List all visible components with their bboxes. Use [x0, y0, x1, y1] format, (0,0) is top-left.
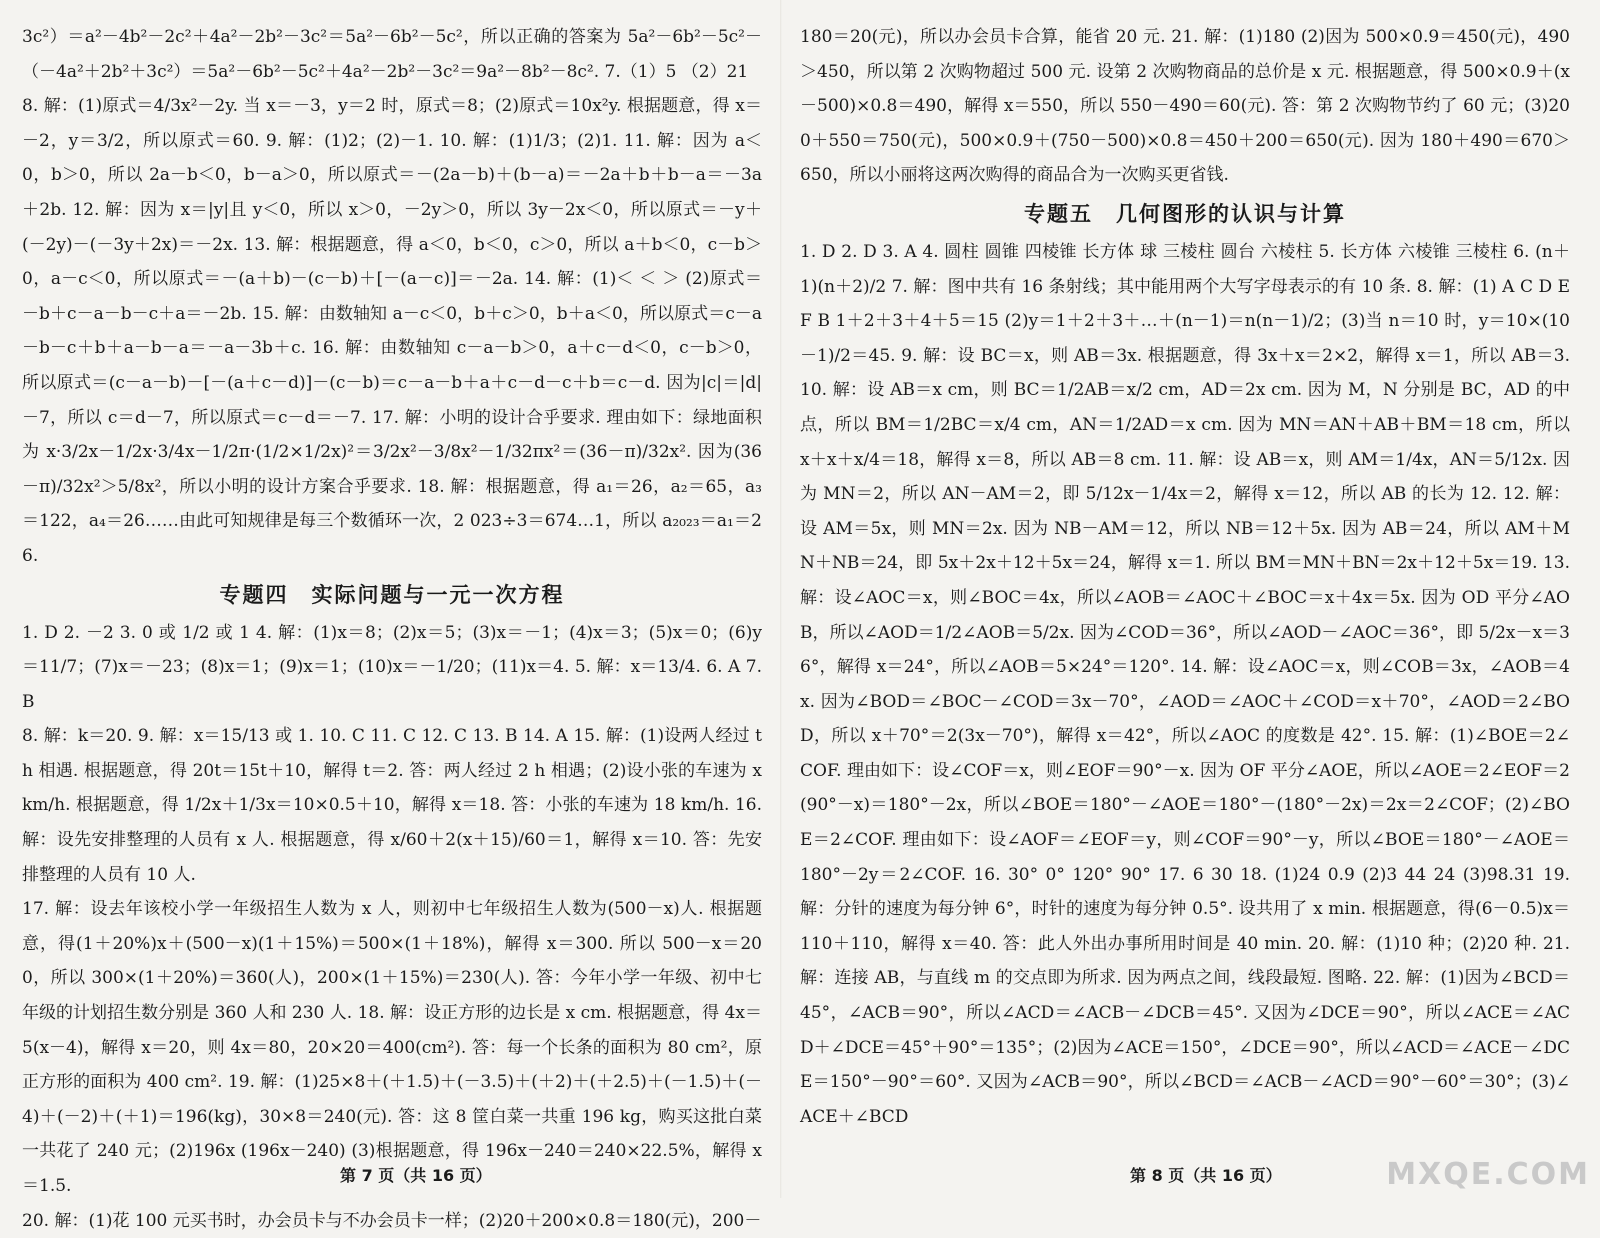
site-watermark: MXQE.COM — [1386, 1157, 1590, 1192]
paragraph: 180＝20(元)，所以办会员卡合算，能省 20 元. 21. 解：(1)180 (2)因为 500×0.9＝450(元)，490＞450，所以第 2 次购物超过 500 元. 设第 2 次购物商品的总价是 x 元. 根据题意，得 500×0.9＋(x－500)×0.8＝490，解得 x＝550，所以 550－490＝60(元). 答：第 2 次购物节约了 60 元；(3)200＋550＝750(元)，500×0.9＋(750－500)×0.8＝450＋200＝650(元). 因为 180＋490＝670＞650，所以小丽将这两次购得的商品合为一次购买更省钱. — [800, 27, 1570, 186]
paragraph: 8. 解：(1)原式＝4/3x²－2y. 当 x＝－3，y＝2 时，原式＝8；(2)原式＝10x²y. 根据题意，得 x＝－2，y＝3/2，所以原式＝60. 9. 解：(1)2；(2)－1. 10. 解：(1)1/3；(2)1. 11. 解：因为 a＜0，b＞0，所以 2a－b＜0，b－a＞0，所以原式＝－(2a－b)＋(b－a)＝－2a＋b＋b－a＝－3a＋2b. 12. 解：因为 x＝|y|且 y＜0，所以 x＞0，－2y＞0，所以 3y－2x＜0，所以原式＝－y＋(－2y)－(－3y＋2x)＝－2x. 13. 解：根据题意，得 a＜0，b＜0，c＞0，所以 a＋b＜0，c－b＞0，a－c＜0，所以原式＝－(a＋b)－(c－b)＋[－(a－c)]＝－2a. 14. 解：(1)＜ ＜ ＞ (2)原式＝－b＋c－a－b－c＋a＝－2b. 15. 解：由数轴知 a－c＜0，b＋c＞0，b＋a＜0，所以原式＝c－a－b－c＋b＋a－b－a＝－a－3b＋c. 16. 解：由数轴知 c－a－b＞0，a＋c－d＜0，c－b＞0，所以原式＝(c－a－b)－[－(a＋c－d)]－(c－b)＝c－a－b＋a＋c－d－c＋b＝c－d. 因为|c|＝|d|－7，所以 c＝d－7，所以原式＝c－d＝－7. 17. 解：小明的设计合乎要求. 理由如下：绿地面积为 x·3/2x－1/2x·3/4x－1/2π·(1/2×1/2x)²＝3/2x²－3/8x²－1/32πx²＝(36－π)/32x². 因为(36－π)/32x²＞5/8x²，所以小明的设计方案合乎要求. 18. 解：根据题意，得 a₁＝26，a₂＝65，a₃＝122，a₄＝26……由此可知规律是每三个数循环一次，2 023÷3＝674…1，所以 a₂₀₂₃＝a₁＝26. — [22, 96, 762, 566]
paragraph: 1. D 2. －2 3. 0 或 1/2 或 1 4. 解：(1)x＝8；(2)x＝5；(3)x＝－1；(4)x＝3；(5)x＝0；(6)y＝11/7；(7)x＝－23；(8)x＝1；(9)x＝1；(10)x＝－1/20；(11)x＝4. 5. 解：x＝13/4. 6. A 7. B — [22, 622, 762, 712]
left-page — [22, 20, 762, 1238]
paragraph: 17. 解：设去年该校小学一年级招生人数为 x 人，则初中七年级招生人数为(500－x)人. 根据题意，得(1＋20%)x＋(500－x)(1＋15%)＝500×(1＋18%)，解得 x＝300. 所以 500－x＝200，所以 300×(1＋20%)＝360(人)，200×(1＋15%)＝230(人). 答：今年小学一年级、初中七年级的计划招生数分别是 360 人和 230 人. 18. 解：设正方形的边长是 x cm. 根据题意，得 4x＝5(x－4)，解得 x＝20，则 4x＝80，20×20＝400(cm²). 答：每一个长条的面积为 80 cm²，原正方形的面积为 400 cm². 19. 解：(1)25×8＋(＋1.5)＋(－3.5)＋(＋2)＋(＋2.5)＋(－1.5)＋(－4)＋(－2)＋(＋1)＝196(kg)，30×8＝240(元). 答：这 8 筐白菜一共重 196 kg，购买这批白菜一共花了 240 元；(2)196x (196x－240) (3)根据题意，得 196x－240＝240×22.5%，解得 x＝1.5. — [22, 899, 762, 1196]
section-heading: 专题四 实际问题与一元一次方程 — [219, 582, 565, 607]
paragraph: 1. D 2. D 3. A 4. 圆柱 圆锥 四棱锥 长方体 球 三棱柱 圆台 六棱柱 5. 长方体 六棱锥 三棱柱 6. (n＋1)(n＋2)/2 7. 解：图中共有 16 条射线；其中能用两个大写字母表示的有 10 条. 8. 解：(1) A C D E F B 1＋2＋3＋4＋5＝15 (2)y＝1＋2＋3＋…＋(n－1)＝n(n－1)/2；(3)当 n＝10 时，y＝10×(10－1)/2＝45. 9. 解：设 BC＝x，则 AB＝3x. 根据题意，得 3x＋x＝2×2，解得 x＝1，所以 AB＝3. 10. 解：设 AB＝x cm，则 BC＝1/2AB＝x/2 cm，AD＝2x cm. 因为 M，N 分别是 BC，AD 的中点，所以 BM＝1/2BC＝x/4 cm，AN＝1/2AD＝x cm. 因为 MN＝AN＋AB＋BM＝18 cm，所以 x＋x＋x/4＝18，解得 x＝8，所以 AB＝8 cm. 11. 解：设 AB＝x，则 AM＝1/4x，AN＝5/12x. 因为 MN＝2，所以 AN－AM＝2，即 5/12x－1/4x＝2，解得 x＝12，所以 AB 的长为 12. 12. 解：设 AM＝5x，则 MN＝2x. 因为 NB－AM＝12，所以 NB＝12＋5x. 因为 AB＝24，所以 AM＋MN＋NB＝24，即 5x＋2x＋12＋5x＝24，解得 x＝1. 所以 BM＝MN＋BN＝2x＋12＋5x＝19. 13. 解：设∠AOC＝x，则∠BOC＝4x，所以∠AOB＝∠AOC＋∠BOC＝x＋4x＝5x. 因为 OD 平分∠AOB，所以∠AOD＝1/2∠AOB＝5/2x. 因为∠COD＝36°，所以∠AOD－∠AOC＝36°，即 5/2x－x＝36°，解得 x＝24°，所以∠AOB＝5×24°＝120°. 14. 解：设∠AOC＝x，则∠COB＝3x，∠AOB＝4x. 因为∠BOD＝∠BOC－∠COD＝3x－70°，∠AOD＝∠AOC＋∠COD＝x＋70°，∠AOD＝2∠BOD，所以 x＋70°＝2(3x－70°)，解得 x＝42°，所以∠AOC 的度数是 42°. 15. 解：(1)∠BOE＝2∠COF. 理由如下：设∠COF＝x，则∠EOF＝90°－x. 因为 OF 平分∠AOE，所以∠AOE＝2∠EOF＝2(90°－x)＝180°－2x，所以∠BOE＝180°－∠AOE＝180°－(180°－2x)＝2x＝2∠COF；(2)∠BOE＝2∠COF. 理由如下：设∠AOF＝∠EOF＝y，则∠COF＝90°－y，所以∠BOE＝180°－∠AOE＝180°－2y＝2∠COF. 16. 30° 0° 120° 90° 17. 6 30 18. (1)24 0.9 (2)3 44 24 (3)98.31 19. 解：分针的速度为每分钟 6°，时针的速度为每分钟 0.5°. 设共用了 x min. 根据题意，得(6－0.5)x＝110＋110，解得 x＝40. 答：此人外出办事所用时间是 40 min. 20. 解：(1)10 种；(2)20 种. 21. 解：连接 AB，与直线 m 的交点即为所求. 因为两点之间，线段最短. 图略. 22. 解：(1)因为∠BCD＝45°，∠ACB＝90°，所以∠ACD＝∠ACB－∠DCB＝45°. 又因为∠DCE＝90°，所以∠ACE＝∠ACD＋∠DCE＝45°＋90°＝135°；(2)因为∠ACE＝150°，∠DCE＝90°，所以∠ACD＝∠ACE－∠DCE＝150°－90°＝60°. 又因为∠ACB＝90°，所以∠BCD＝∠ACB－∠ACD＝90°－60°＝30°；(3)∠ACE＋∠BCD — [800, 241, 1570, 1127]
page-number-right: 第 8 页（共 16 页） — [1130, 1166, 1282, 1185]
paragraph: 20. 解：(1)花 100 元买书时，办会员卡与不办会员卡一样；(2)20＋200×0.8＝180(元)，200－ — [22, 1210, 762, 1231]
page-fold — [780, 0, 782, 1198]
section-heading: 专题五 几何图形的认识与计算 — [1024, 201, 1346, 226]
paragraph: 8. 解：k＝20. 9. 解：x＝15/13 或 1. 10. C 11. C 12. C 13. B 14. A 15. 解：(1)设两人经过 t h 相遇. 根据题意，得 20t＝15t＋10，解得 t＝2. 答：两人经过 2 h 相遇；(2)设小张的车速为 x km/h. 根据题意，得 1/2x＋1/3x＝10×0.5＋10，解得 x＝18. 答：小张的车速为 18 km/h. 16. 解：设先安排整理的人员有 x 人. 根据题意，得 x/60＋2(x＋15)/60＝1，解得 x＝10. 答：先安排整理的人员有 10 人. — [22, 726, 762, 885]
page-number-left: 第 7 页（共 16 页） — [340, 1166, 492, 1185]
right-page — [800, 20, 1570, 1134]
paragraph: 3c²）＝a²－4b²－2c²＋4a²－2b²－3c²＝5a²－6b²－5c²，所以正确的答案为 5a²－6b²－5c²－（－4a²＋2b²＋3c²）＝5a²－6b²－5c²＋4a²－2b²－3c²＝9a²－8b²－8c². 7.（1）5 （2）21 — [22, 27, 762, 82]
